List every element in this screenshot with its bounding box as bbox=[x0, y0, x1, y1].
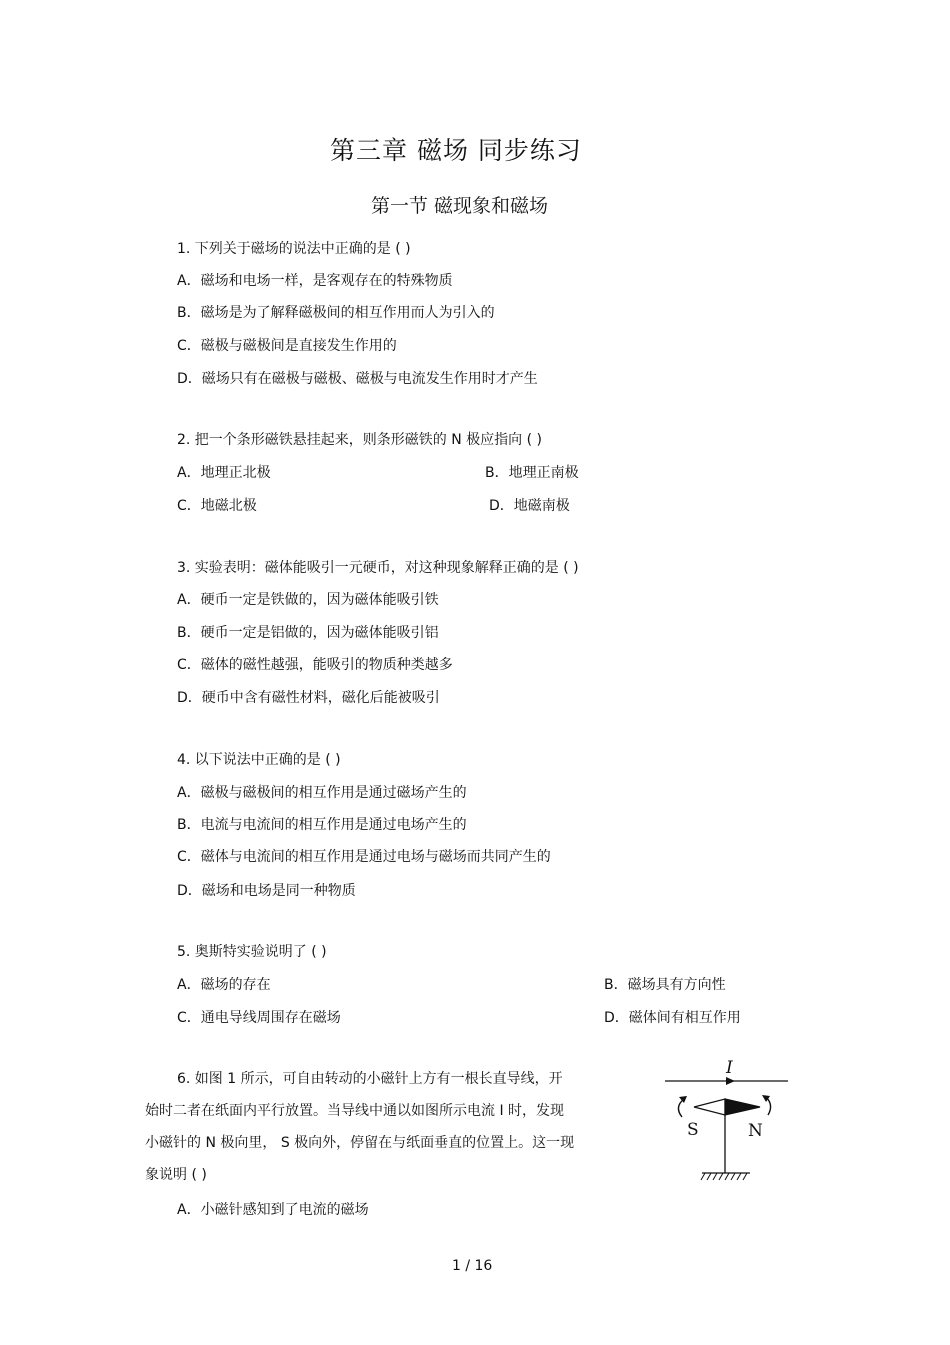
question-3-option-a: A．硬币一定是铁做的，因为磁体能吸引铁 bbox=[177, 592, 439, 608]
needle-south-half bbox=[694, 1099, 725, 1115]
question-2-option-c: C．地磁北极 bbox=[177, 498, 257, 514]
question-6-line-3: 小磁针的 N 极向里， S 极向外，停留在与纸面垂直的位置上。这一现 bbox=[145, 1135, 575, 1151]
question-1-option-b: B．磁场是为了解释磁极间的相互作用而人为引入的 bbox=[177, 305, 495, 321]
n-label: N bbox=[748, 1121, 763, 1141]
question-5-option-c: C．通电导线周围存在磁场 bbox=[177, 1010, 341, 1026]
question-6-line-4: 象说明 ( ) bbox=[145, 1167, 207, 1183]
question-2-option-a: A．地理正北极 bbox=[177, 465, 271, 481]
question-1-option-a: A．磁场和电场一样，是客观存在的特殊物质 bbox=[177, 273, 453, 289]
question-1-stem: 1. 下列关于磁场的说法中正确的是 ( ) bbox=[177, 241, 411, 257]
page-number: 1 / 16 bbox=[452, 1258, 493, 1274]
question-4-stem: 4. 以下说法中正确的是 ( ) bbox=[177, 752, 341, 768]
question-5-option-b: B．磁场具有方向性 bbox=[604, 977, 726, 993]
question-4-option-c: C．磁体与电流间的相互作用是通过电场与磁场而共同产生的 bbox=[177, 849, 551, 865]
question-4-option-d: D．磁场和电场是同一种物质 bbox=[177, 883, 356, 899]
question-4-option-a: A．磁极与磁极间的相互作用是通过磁场产生的 bbox=[177, 785, 467, 801]
question-4-option-b: B．电流与电流间的相互作用是通过电场产生的 bbox=[177, 817, 467, 833]
question-5-option-d: D．磁体间有相互作用 bbox=[604, 1010, 741, 1026]
question-1-option-c: C．磁极与磁极间是直接发生作用的 bbox=[177, 338, 397, 354]
section-title: 第一节 磁现象和磁场 bbox=[371, 195, 549, 217]
question-2-option-d: D．地磁南极 bbox=[489, 498, 570, 514]
question-3-option-b: B．硬币一定是铝做的，因为磁体能吸引铝 bbox=[177, 625, 439, 641]
question-2-stem: 2. 把一个条形磁铁悬挂起来，则条形磁铁的 N 极应指向 ( ) bbox=[177, 432, 543, 448]
ground-hatching bbox=[701, 1173, 747, 1180]
current-arrow-icon bbox=[726, 1077, 735, 1085]
question-2-option-b: B．地理正南极 bbox=[485, 465, 579, 481]
question-6-line-2: 始时二者在纸面内平行放置。当导线中通以如图所示电流 I 时，发现 bbox=[145, 1103, 565, 1119]
question-3-option-c: C．磁体的磁性越强，能吸引的物质种类越多 bbox=[177, 657, 453, 673]
s-label: S bbox=[687, 1120, 699, 1140]
figure-wire-compass bbox=[660, 1055, 795, 1185]
question-6-option-a: A．小磁针感知到了电流的磁场 bbox=[177, 1202, 369, 1218]
question-5-stem: 5. 奥斯特实验说明了 ( ) bbox=[177, 944, 327, 960]
question-1-option-d: D．磁场只有在磁极与磁极、磁极与电流发生作用时才产生 bbox=[177, 371, 538, 387]
question-3-option-d: D．硬币中含有磁性材料，磁化后能被吸引 bbox=[177, 690, 440, 706]
question-5-option-a: A．磁场的存在 bbox=[177, 977, 271, 993]
page-title: 第三章 磁场 同步练习 bbox=[330, 136, 582, 165]
current-label: I bbox=[726, 1058, 733, 1078]
question-3-stem: 3. 实验表明：磁体能吸引一元硬币，对这种现象解释正确的是 ( ) bbox=[177, 560, 579, 576]
question-6-line-1: 6. 如图 1 所示，可自由转动的小磁针上方有一根长直导线，开 bbox=[177, 1071, 563, 1087]
needle-north-half bbox=[725, 1099, 760, 1115]
